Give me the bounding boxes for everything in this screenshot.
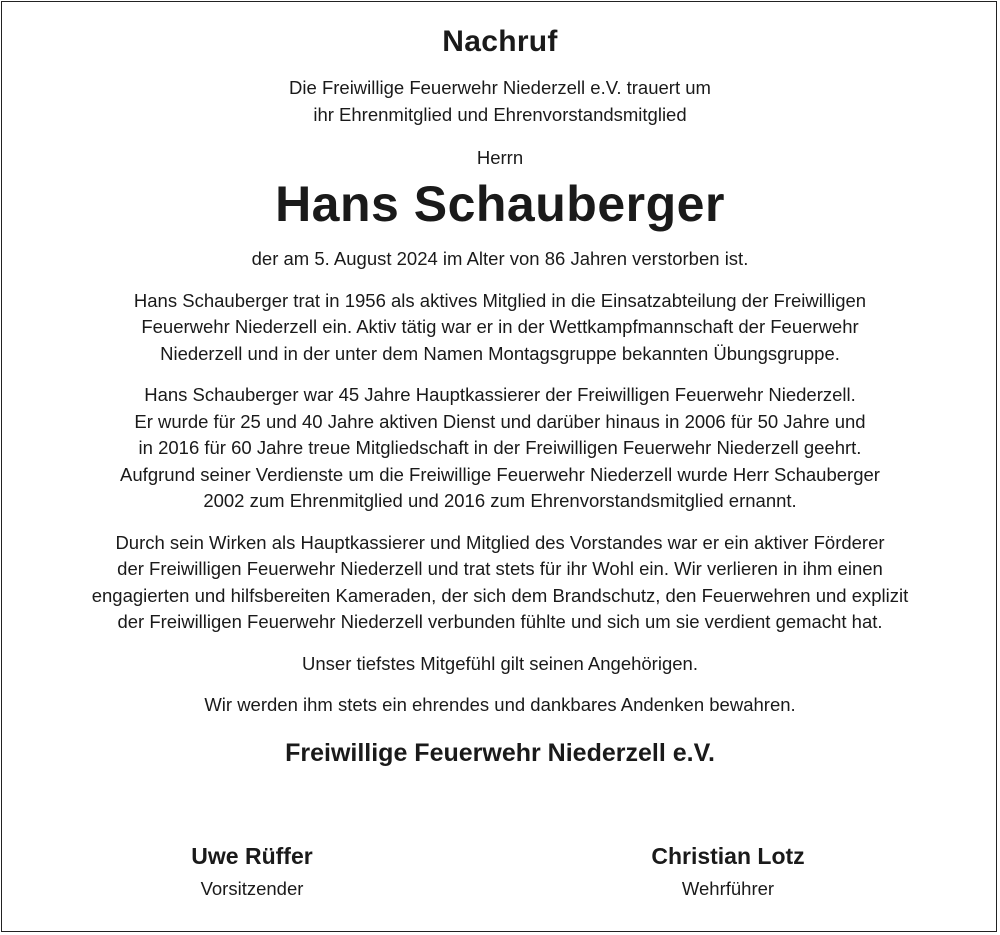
death-line: der am 5. August 2024 im Alter von 86 Jahren verstorben ist. [251,248,749,269]
deceased-name: Hans Schauberger [275,176,725,232]
text-line: in 2016 für 60 Jahre treue Mitgliedschaft in der Freiwilligen Feuerwehr Niederzell geehrt. [138,437,862,458]
text-line: Hans Schauberger war 45 Jahre Hauptkassierer der Freiwilligen Feuerwehr Niederzell. [144,384,856,405]
intro-line: ihr Ehrenmitglied und Ehrenvorstandsmitglied [313,103,687,125]
text-line: Hans Schauberger trat in 1956 als aktives Mitglied in die Einsatzabteilung der Freiwilligen [133,289,867,311]
signatory-role: Vorsitzender [200,878,304,899]
signatory-name: Christian Lotz [651,843,805,869]
notice-title: Nachruf [442,25,558,58]
condolence-line: Unser tiefstes Mitgefühl gilt seinen Angehörigen. [302,652,698,674]
signatures [0,840,1000,910]
intro-line: Die Freiwillige Feuerwehr Niederzell e.V. trauert um [289,77,711,98]
text-line: Feuerwehr Niederzell ein. Aktiv tätig war er in der Wettkampfmannschaft der Feuerwehr [141,316,859,337]
text-line: der Freiwilligen Feuerwehr Niederzell verbunden fühlte und sich um sie verdient gemacht hat. [117,611,883,632]
signatory-name: Uwe Rüffer [191,843,313,869]
paragraph-tribute [0,530,1000,636]
intro-text [0,75,1000,128]
signatory-chief [578,840,878,906]
text-line: 2002 zum Ehrenmitglied und 2016 zum Ehrenvorstandsmitglied ernannt. [203,490,797,511]
text-line: Aufgrund seiner Verdienste um die Freiwillige Feuerwehr Niederzell wurde Herr Schauberger [120,463,880,485]
text-line: Niederzell und in der unter dem Namen Montagsgruppe bekannten Übungsgruppe. [160,342,840,364]
organization-name: Freiwillige Feuerwehr Niederzell e.V. [285,738,715,767]
remembrance-line: Wir werden ihm stets ein ehrendes und dankbares Andenken bewahren. [204,694,796,715]
signatory-chair [102,840,402,906]
signatory-role: Wehrführer [681,878,775,899]
salutation: Herrn [476,147,524,168]
text-line: Durch sein Wirken als Hauptkassierer und Mitglied des Vorstandes war er ein aktiver Förderer [115,531,885,553]
text-line: Er wurde für 25 und 40 Jahre aktiven Dienst und darüber hinaus in 2006 für 50 Jahre und [134,410,866,432]
paragraph-membership [0,288,1000,368]
text-line: engagierten und hilfsbereiten Kameraden, der sich dem Brandschutz, den Feuerwehren und explizit [91,584,909,606]
text-line: der Freiwilligen Feuerwehr Niederzell und trat stets für ihr Wohl ein. Wir verlieren in ihm einen [117,558,883,579]
paragraph-honors [0,382,1000,515]
